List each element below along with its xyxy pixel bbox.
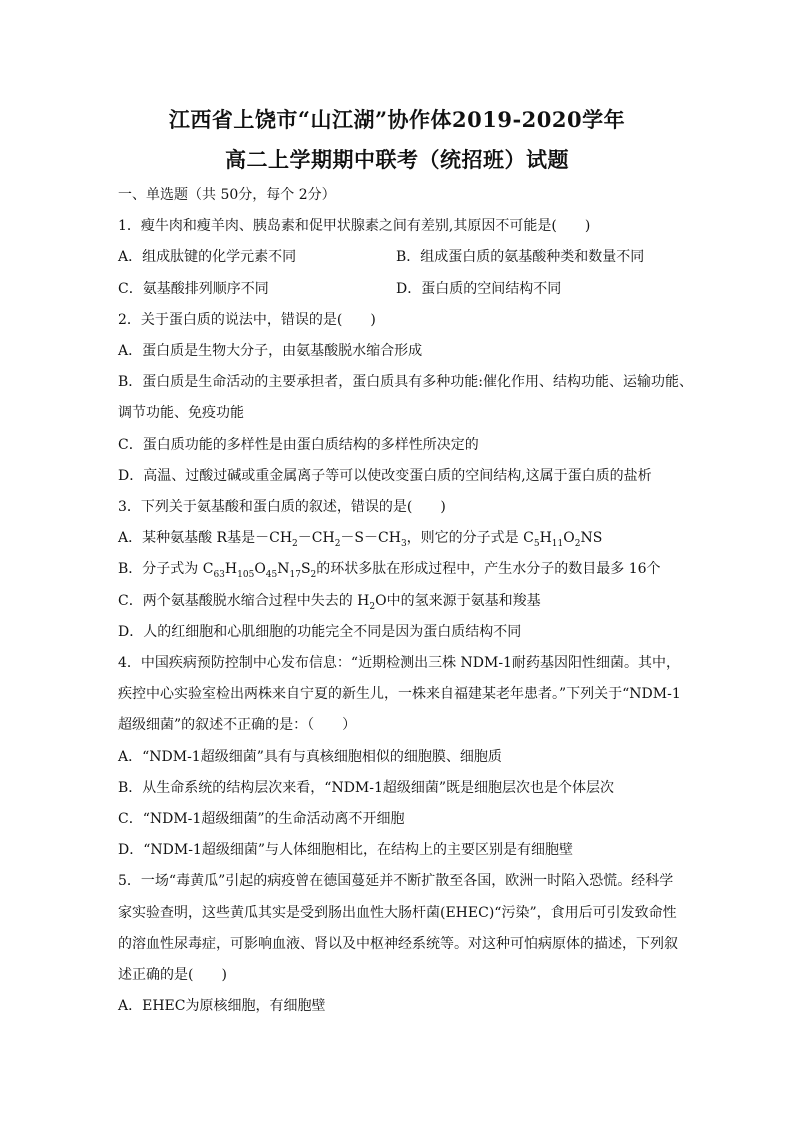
question-2-option-d: D．高温、过酸过碱或重金属离子等可以使改变蛋白质的空间结构,这属于蛋白质的盐析 bbox=[118, 468, 652, 484]
question-1-option-a: A．组成肽键的化学元素不同 bbox=[118, 249, 297, 265]
question-4-option-b: B．从生命系统的结构层次来看，“NDM-1超级细菌”既是细胞层次也是个体层次 bbox=[118, 780, 615, 796]
question-3-option-b: B．分子式为 $C_{63}H_{105}O_{45}N_{17}S_2$的环状多肽在形成过程中，产生水分子的数目最多 16个 bbox=[118, 561, 661, 580]
question-1-option-c: C．氨基酸排列顺序不同 bbox=[118, 281, 269, 297]
question-2-stem: 2．关于蛋白质的说法中，错误的是( ) bbox=[118, 312, 376, 328]
question-4-stem-line1: 4．中国疾病预防控制中心发布信息：“近期检测出三株 NDM-1耐药基因阳性细菌。其中， bbox=[118, 655, 680, 671]
question-2-option-b-line2: 调节功能、免疫功能 bbox=[118, 405, 244, 421]
question-5-option-a: A．EHEC为原核细胞，有细胞壁 bbox=[118, 998, 326, 1014]
question-5-stem-line4: 述正确的是( ) bbox=[118, 967, 227, 983]
question-4-option-d: D．“NDM-1超级细菌”与人体细胞相比，在结构上的主要区别是有细胞壁 bbox=[118, 842, 573, 858]
question-1-stem: 1．瘦牛肉和瘦羊肉、胰岛素和促甲状腺素之间有差别,其原因不可能是( ) bbox=[118, 218, 591, 234]
question-2-option-a: A．蛋白质是生物大分子，由氨基酸脱水缩合形成 bbox=[118, 343, 423, 359]
question-3-option-a: A．某种氨基酸 R基是$-CH_2-CH_2-S-CH_3$，则它的分子式是 $C_5H_{11}O_2NS$ bbox=[118, 530, 603, 549]
document-title-line2: 高二上学期期中联考（统招班）试题 bbox=[225, 147, 569, 172]
question-2-option-b-line1: B．蛋白质是生命活动的主要承担者，蛋白质具有多种功能:催化作用、结构功能、运输功能、 bbox=[118, 374, 694, 390]
question-5-stem-line2: 家实验查明，这些黄瓜其实是受到肠出血性大肠杆菌(EHEC)“污染”，食用后可引发致命性 bbox=[118, 905, 677, 921]
question-4-option-c: C．“NDM-1超级细菌”的生命活动离不开细胞 bbox=[118, 811, 405, 827]
question-2-option-c: C．蛋白质功能的多样性是由蛋白质结构的多样性所决定的 bbox=[118, 437, 479, 453]
document-title-line1: 江西省上饶市“山江湖”协作体2019-2020学年 bbox=[168, 107, 626, 132]
question-4-stem-line2: 疾控中心实验室检出两株来自宁夏的新生儿，一株来自福建某老年患者。”下列关于“NDM-1 bbox=[118, 686, 681, 702]
question-1-option-b: B．组成蛋白质的氨基酸种类和数量不同 bbox=[396, 249, 645, 265]
question-4-stem-line3: 超级细菌”的叙述不正确的是：（ ） bbox=[118, 717, 357, 733]
question-5-stem-line3: 的溶血性尿毒症，可影响血液、肾以及中枢神经系统等。对这种可怕病原体的描述，下列叙 bbox=[118, 936, 678, 952]
question-3-option-c: C．两个氨基酸脱水缩合过程中失去的 $H_2O$中的氢来源于氨基和羧基 bbox=[118, 593, 541, 612]
question-5-stem-line1: 5．一场“毒黄瓜”引起的病疫曾在德国蔓延并不断扩散至各国，欧洲一时陷入恐慌。经科学 bbox=[118, 873, 674, 889]
question-4-option-a: A．“NDM-1超级细菌”具有与真核细胞相似的细胞膜、细胞质 bbox=[118, 749, 502, 765]
section-heading: 一、单选题（共 50分，每个 2分） bbox=[118, 187, 336, 203]
question-3-stem: 3．下列关于氨基酸和蛋白质的叙述，错误的是( ) bbox=[118, 499, 446, 515]
question-3-option-d: D．人的红细胞和心肌细胞的功能完全不同是因为蛋白质结构不同 bbox=[118, 624, 522, 640]
question-1-option-d: D．蛋白质的空间结构不同 bbox=[396, 281, 562, 297]
